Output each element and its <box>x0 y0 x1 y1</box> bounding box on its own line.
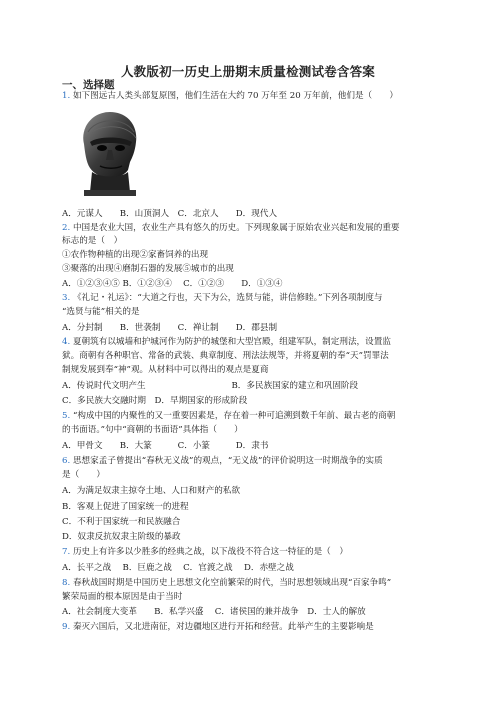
question-1-options: A．元谋人 B．山顶洞人 C．北京人 D．现代人 <box>62 209 278 219</box>
question-number: 5. <box>62 411 71 421</box>
question-number: 7. <box>62 547 71 557</box>
document-title: 人教版初一历史上册期末质量检测试卷含答案 <box>120 64 375 79</box>
question-number: 9. <box>62 622 71 632</box>
question-text: 思想家孟子曾提出“春秋无义战”的观点，“无义战”的评价说明这一时期战争的实质 <box>72 456 383 466</box>
question-3-options: A．分封制 B．世袭制 C．禅让制 D．郡县制 <box>62 323 278 333</box>
question-number: 8. <box>62 578 71 588</box>
question-9-stem <box>62 622 374 633</box>
question-text: 春秋战国时期是中国历史上思想文化空前繁荣的时代，当时思想领域出现“百家争鸣” <box>72 578 392 588</box>
question-text-line: ①农作物种植的出现②家畜饲养的出现 <box>62 250 209 260</box>
question-text: 秦灭六国后，又北进南征，对边疆地区进行开拓和经营。此举产生的主要影响是 <box>72 622 374 632</box>
question-text-line: 的书面语。”句中“商朝的书面语”具体指（ ） <box>62 425 243 435</box>
question-number: 6. <box>62 456 71 466</box>
question-text-line: 制规发展到奉“神”观。从材料中可以得出的观点是夏商 <box>62 365 269 375</box>
question-2-stem <box>62 223 400 234</box>
question-7-stem <box>62 547 348 558</box>
question-4-stem <box>62 337 391 348</box>
question-text: 中国是农业大国，农业生产具有悠久的历史。下列现象属于原始农业兴起和发展的重要 <box>72 223 400 233</box>
question-8-options: A．社会制度大变革 B．私学兴盛 C．诸侯国的兼并战争 D．士人的解放 <box>62 607 366 617</box>
question-text-line: 是（ ） <box>62 470 105 480</box>
question-6-option-d: D．奴隶反抗奴隶主阶级的暴政 <box>62 532 181 542</box>
question-6-option-a: A．为满足奴隶主掠夺土地、人口和财产的私欲 <box>62 486 241 496</box>
question-text: 《礼记・礼运》：“大道之行也，天下为公，选贤与能，讲信修睦。”下列各项制度与 <box>72 293 383 303</box>
question-text-line: 繁荣局面的根本原因是由于当时 <box>62 592 183 602</box>
question-4-options-cd: C．多民族大交融时期 D．早期国家的形成阶段 <box>62 396 248 406</box>
question-text-line: 标志的是（ ） <box>62 236 123 246</box>
question-text: 历史上有许多以少胜多的经典之战，以下战役不符合这一特征的是（ ） <box>72 547 348 557</box>
question-3-stem <box>62 293 383 304</box>
question-text: “构成中国的内聚性的又一重要因素是，存在着一种可追溯到数千年前、最古老的商朝 <box>72 411 396 421</box>
question-5-stem <box>62 411 395 422</box>
question-text-line: 狱。商朝有各种职官、常备的武装、典章制度、刑法法规等，并将夏朝的奉“天”罚罪法 <box>62 351 389 361</box>
question-number: 4. <box>62 337 71 347</box>
question-7-options: A．长平之战 B．巨鹿之战 C．官渡之战 D．赤壁之战 <box>62 563 294 573</box>
question-text-line: “选贤与能”相关的是 <box>62 307 140 317</box>
question-6-option-b: B．客观上促进了国家统一的进程 <box>62 502 189 512</box>
question-6-stem <box>62 456 383 467</box>
question-text: 夏朝筑有以城墙和护城河作为防护的城堡和大型宫殿，组建军队，制定刑法，设置监 <box>72 337 391 347</box>
question-number: 3. <box>62 293 71 303</box>
question-8-stem <box>62 578 391 589</box>
question-5-options: A．甲骨文 B．大篆 C．小篆 D．隶书 <box>62 441 269 451</box>
section-heading: 一、选择题 <box>62 79 115 91</box>
question-2-options: A．①②③④⑤ B．①②③④ C．①②③ D．①③④ <box>62 279 283 289</box>
question-6-option-c: C．不利于国家统一和民族融合 <box>62 517 181 527</box>
question-text-line: ③聚落的出现④磨制石器的发展⑤城市的出现 <box>62 264 234 274</box>
question-number: 1. <box>62 91 71 101</box>
hominid-head-reconstruction-icon <box>70 106 148 198</box>
question-number: 2. <box>62 223 71 233</box>
question-1-stem <box>62 91 398 102</box>
question-4-options-ab: A．传说时代文明产生 B．多民族国家的建立和巩固阶段 <box>62 381 359 391</box>
question-text: 如下图远古人类头部复原图，他们生活在大约 70 万年至 20 万年前，他们是（ ） <box>72 91 398 101</box>
